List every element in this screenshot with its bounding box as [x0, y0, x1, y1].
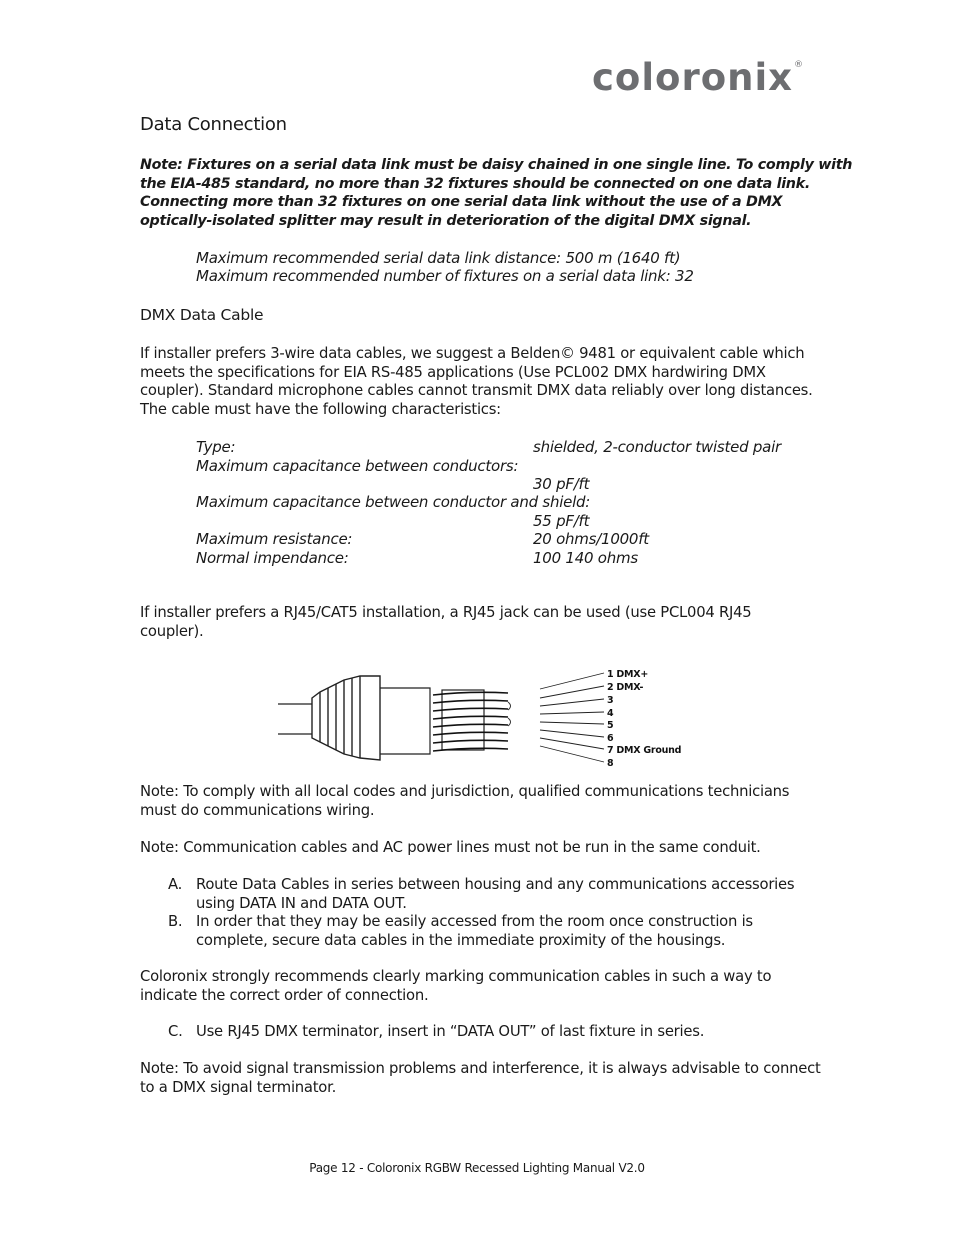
paragraph-line: Coloronix strongly recommends clearly marking communication cables in such a way to — [140, 968, 772, 985]
subsection-title: DMX Data Cable — [140, 306, 264, 324]
spec-cap-conductors-label: Maximum capacitance between conductors: — [196, 457, 519, 475]
list-item-line: Route Data Cables in series between housing and any communications accessories — [196, 876, 795, 893]
bracket-marks — [508, 702, 511, 726]
plug-wires — [433, 692, 508, 751]
paragraph-line: to a DMX signal terminator. — [140, 1078, 337, 1096]
spec-type-label: Type: — [196, 438, 236, 456]
max-fixtures-text: Maximum recommended number of fixtures on a serial data link: 32 — [196, 267, 694, 285]
paragraph-line: coupler). Standard microphone cables cannot transmit DMX data reliably over long distances. — [140, 382, 813, 399]
paragraph-line: must do communications wiring. — [140, 801, 375, 819]
spec-type-value: shielded, 2-conductor twisted pair — [533, 438, 781, 456]
pin-label: 3 — [607, 695, 614, 706]
spec-cap-shield-value: 55 pF/ft — [533, 512, 590, 530]
pin-labels — [607, 669, 681, 769]
paragraph-line: Note: To avoid signal transmission problems and interference, it is always advisable to connect — [140, 1060, 821, 1077]
leader-lines — [540, 673, 604, 762]
list-item-a — [196, 876, 794, 913]
list-item-line: complete, secure data cables in the immediate proximity of the housings. — [196, 931, 726, 949]
coloronix-logo — [592, 56, 804, 99]
list-item-line: using DATA IN and DATA OUT. — [196, 894, 407, 912]
list-label-b: B. — [168, 913, 183, 930]
cable-jacket — [278, 704, 312, 734]
list-item-b — [196, 913, 753, 950]
spec-impedance-label: Normal impendance: — [196, 549, 349, 567]
cable-marking-paragraph — [140, 968, 771, 1005]
logo-text: coloronix — [592, 56, 794, 99]
warning-line: Note: Fixtures on a serial data link must be daisy chained in one single line. To comply with — [140, 157, 853, 173]
pin-label: 2 DMX- — [607, 682, 644, 693]
pin-label: 6 — [607, 733, 614, 744]
max-distance-text: Maximum recommended serial data link distance: 500 m (1640 ft) — [196, 249, 681, 267]
list-item-line: In order that they may be easily accessed from the room once construction is — [196, 913, 753, 930]
wiring-qualification-note — [140, 783, 789, 820]
pin-label: 8 — [607, 758, 614, 769]
rj45-paragraph — [140, 604, 751, 641]
list-label-a: A. — [168, 876, 183, 893]
paragraph-line: coupler). — [140, 622, 204, 640]
list-label-c: C. — [168, 1023, 183, 1040]
conduit-note: Note: Communication cables and AC power lines must not be run in the same conduit. — [140, 839, 761, 856]
spec-resistance-label: Maximum resistance: — [196, 530, 353, 548]
spec-cap-conductors-value: 30 pF/ft — [533, 475, 590, 493]
paragraph-line: indicate the correct order of connection. — [140, 986, 429, 1004]
pin-label: 7 DMX Ground — [607, 745, 682, 756]
cable-intro-paragraph — [140, 345, 813, 419]
spec-resistance-value: 20 ohms/1000ft — [533, 530, 649, 548]
spec-cap-shield-label: Maximum capacitance between conductor and shield: — [196, 493, 591, 511]
paragraph-line: If installer prefers a RJ45/CAT5 installation, a RJ45 jack can be used (use PCL004 RJ45 — [140, 604, 752, 621]
terminator-note — [140, 1060, 821, 1097]
page-footer: Page 12 - Coloronix RGBW Recessed Lighting Manual V2.0 — [309, 1161, 645, 1175]
paragraph-line: Note: To comply with all local codes and jurisdiction, qualified communications technicians — [140, 783, 790, 800]
pin-label: 5 — [607, 720, 614, 731]
rj45-boot — [312, 676, 380, 760]
list-item-c — [196, 1023, 704, 1042]
paragraph-line: meets the specifications for EIA RS-485 applications (Use PCL002 DMX hardwiring DMX — [140, 363, 766, 381]
list-item-line: Use RJ45 DMX terminator, insert in “DATA OUT” of last fixture in series. — [196, 1023, 705, 1040]
pin-label: 1 DMX+ — [607, 669, 649, 680]
daisy-chain-warning — [140, 156, 853, 230]
paragraph-line: The cable must have the following characteristics: — [140, 400, 501, 418]
paragraph-line: If installer prefers 3-wire data cables, we suggest a Belden© 9481 or equivalent cable which — [140, 345, 805, 362]
warning-line: Connecting more than 32 fixtures on one serial data link without the use of a DMX — [140, 194, 783, 210]
rj45-plug-body — [380, 688, 484, 754]
warning-line: the EIA-485 standard, no more than 32 fixtures should be connected on one data link. — [140, 175, 811, 192]
section-title: Data Connection — [140, 114, 287, 135]
pin-label: 4 — [607, 708, 614, 719]
rj45-pinout-diagram — [270, 662, 690, 770]
spec-impedance-value: 100 140 ohms — [533, 549, 638, 567]
warning-line: optically-isolated splitter may result in deterioration of the digital DMX signal. — [140, 212, 752, 229]
registered-mark: ® — [794, 60, 805, 70]
